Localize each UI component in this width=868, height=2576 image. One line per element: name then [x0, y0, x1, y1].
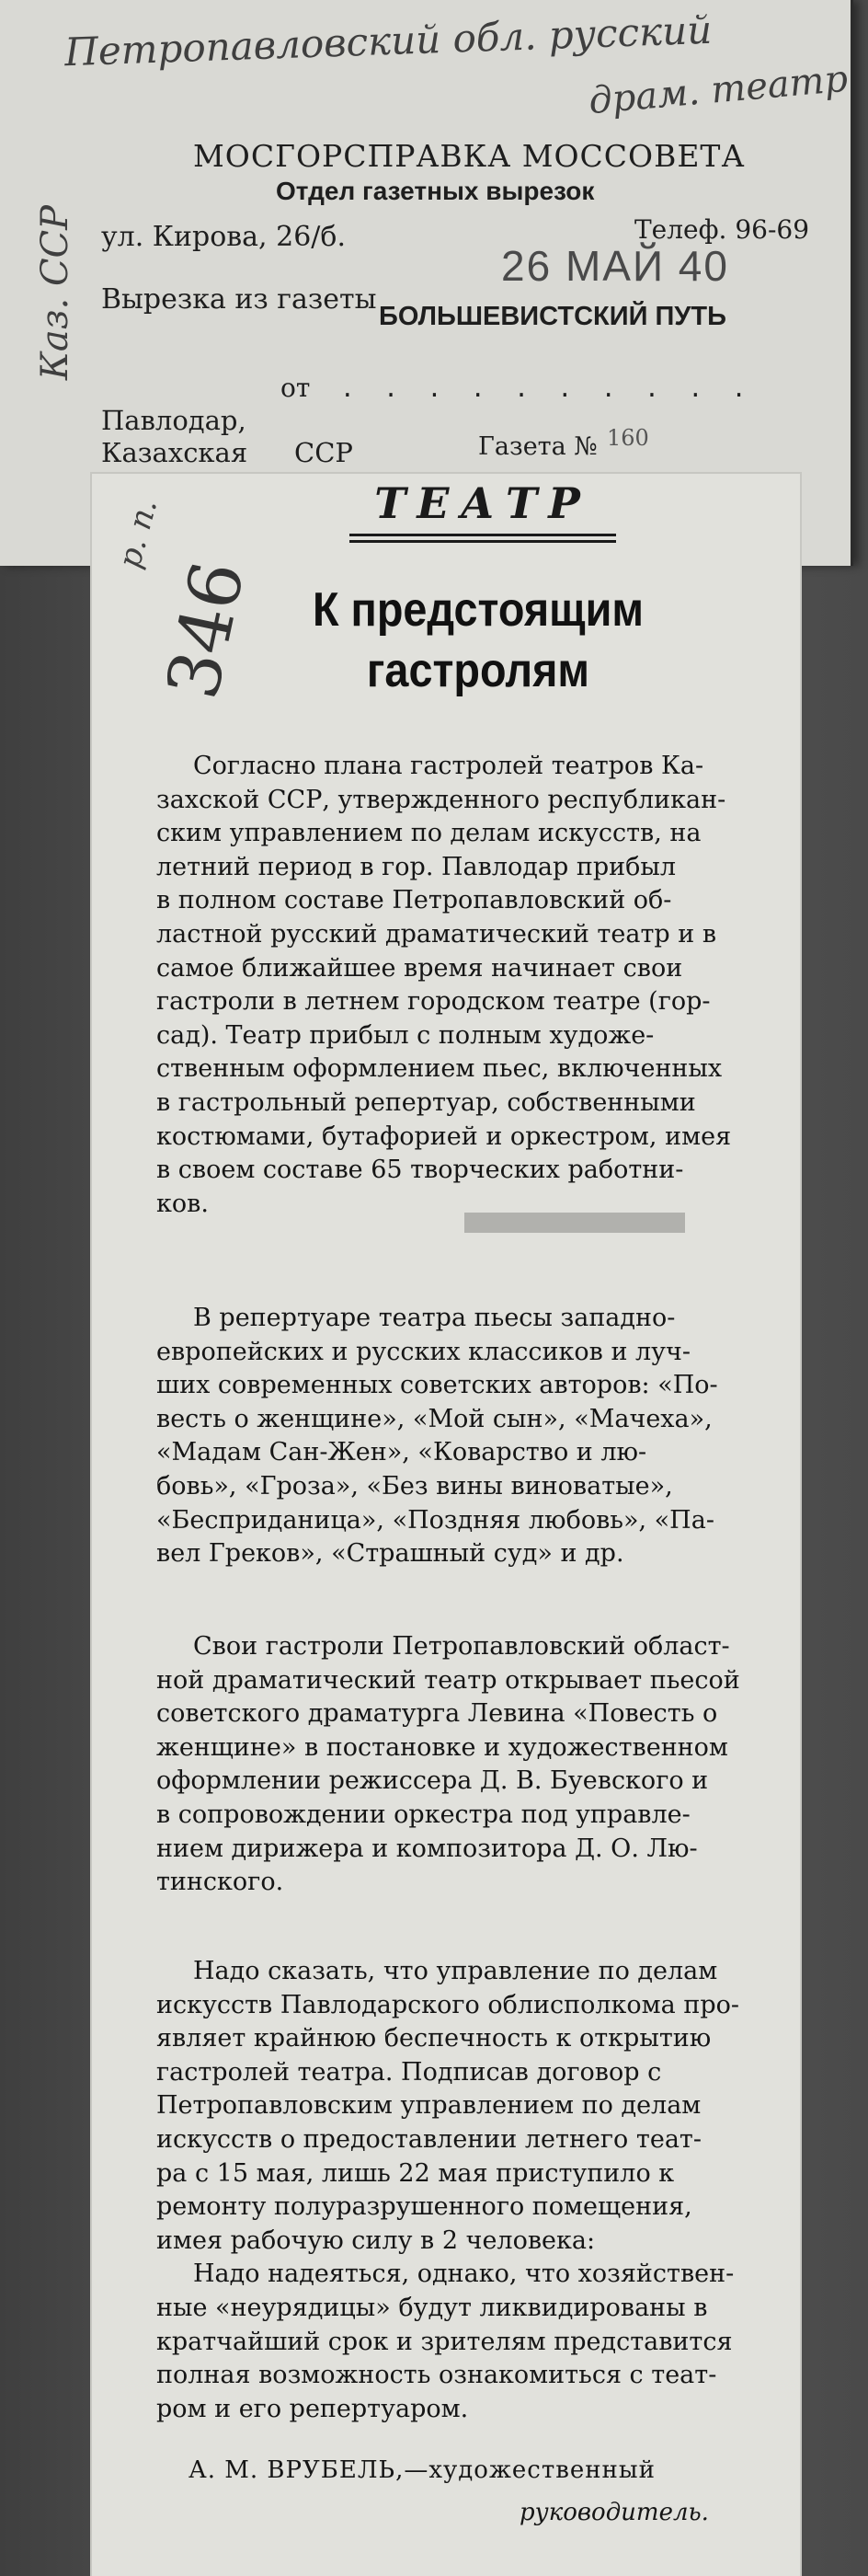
paragraph-1	[156, 750, 800, 1221]
text-line: имея рабочую силу в 2 человека:	[156, 2225, 596, 2255]
stamp-dept: Отдел газетных вырезок	[276, 177, 595, 205]
stamp-gazette-label: Газета №	[478, 432, 598, 461]
text-line: ластной русский драматический театр и в	[156, 919, 717, 949]
headline-line-2: гастролям	[366, 644, 590, 697]
stamp-newspaper: БОЛЬШЕВИСТСКИЙ ПУТЬ	[379, 302, 726, 331]
text-line: ским управлением по делам искусств, на	[156, 819, 702, 848]
text-line: «Бесприданица», «Поздняя любовь», «Па-	[156, 1505, 714, 1535]
text-line: В репертуаре театра пьесы западно-	[193, 1304, 676, 1332]
text-line: ные «неурядицы» будут ликвидированы в	[156, 2293, 708, 2322]
stamp-gazette-number: 160	[607, 425, 649, 451]
text-line: в полном составе Петропавловский об-	[156, 886, 672, 915]
text-line: вел Греков», «Страшный суд» и др.	[156, 1539, 624, 1569]
text-line: являет крайнюю беспечность к открытию	[156, 2024, 712, 2053]
text-line: «Мадам Сан-Жен», «Коварство и лю-	[156, 1438, 647, 1467]
stamp-from-label: от	[280, 373, 311, 403]
text-line: Согласно плана гастролей театров Ка-	[193, 752, 704, 780]
text-line: женщине» в постановке и художественном	[156, 1732, 728, 1762]
headline	[267, 580, 690, 701]
text-line: ремонту полуразрушенного помещения,	[156, 2192, 692, 2222]
text-line: советского драматурга Левина «Повесть о	[156, 1699, 718, 1729]
text-line: ром и его репертуаром.	[156, 2394, 469, 2423]
print-smudge	[464, 1213, 685, 1233]
stamp-clip-from-label: Вырезка из газеты	[101, 283, 377, 316]
stamp-address: ул. Кирова, 26/б.	[101, 221, 346, 253]
rubric-underline	[349, 534, 616, 536]
text-line: весть о женщине», «Мой сын», «Мачеха»,	[156, 1404, 713, 1433]
signature-line-2: руководитель.	[520, 2499, 709, 2526]
text-line: Свои гастроли Петропавловский област-	[193, 1632, 730, 1661]
text-line: ной драматический театр открывает пьесой	[156, 1665, 740, 1695]
clip-handwritten-number: 346	[151, 554, 261, 707]
text-line: оформлении режиссера Д. В. Буевского и	[156, 1766, 709, 1796]
stamp-region: Казахская	[101, 437, 248, 468]
clip-handwritten-note: р. п.	[110, 495, 166, 572]
text-line: в гастрольный репертуар, собственными	[156, 1087, 696, 1117]
paragraph-2	[156, 1302, 800, 1571]
text-line: полная возможность ознакомиться с теат-	[156, 2361, 717, 2390]
text-line: Надо надеяться, однако, что хозяйствен-	[193, 2260, 735, 2289]
paragraph-4	[156, 1955, 800, 2426]
stamp-dots: . . . . . . . . . .	[340, 375, 754, 403]
rubric-theatre	[349, 478, 616, 543]
stamp-date: 26 МАЙ 40	[501, 242, 729, 290]
text-line: бовь», «Гроза», «Без вины виноватые»,	[156, 1471, 673, 1501]
text-line: искусств Павлодарского облисполкома про-	[156, 1990, 739, 2019]
text-line: ственным оформлением пьес, включенных	[156, 1054, 723, 1084]
text-line: Петропавловским управлением по делам	[156, 2091, 702, 2121]
text-line: сад). Театр прибыл с полным художе-	[156, 1020, 655, 1050]
text-line: самое ближайшее время начинает свои	[156, 953, 683, 983]
text-line: захской ССР, утвержденного республикан-	[156, 785, 726, 814]
rubric-underline-2	[349, 540, 616, 543]
text-line: искусств о предоставлении летнего теат-	[156, 2124, 702, 2154]
text-line: ков.	[156, 1189, 209, 1218]
stamp-ssr: ССР	[294, 437, 353, 468]
text-line: в сопровождении оркестра под управле-	[156, 1800, 691, 1829]
rubric-text: ТЕАТР	[374, 478, 591, 528]
text-line: гастроли в летнем городском театре (гор-	[156, 987, 711, 1017]
stamp-org: МОСГОРСПРАВКА МОССОВЕТА	[193, 138, 746, 174]
paragraph-3	[156, 1630, 800, 1900]
signature-line-1: А. М. ВРУБЕЛЬ,—художественный	[188, 2456, 656, 2484]
handwritten-side-note: Каз. ССР	[34, 204, 77, 381]
text-line: тинского.	[156, 1868, 284, 1897]
handwritten-note-top: Петропавловский обл. русский	[63, 6, 714, 75]
handwritten-note-top-2: драм. театр	[587, 57, 850, 123]
text-line: кратчайший срок и зрителям представится	[156, 2327, 733, 2356]
stamp-city: Павлодар,	[101, 405, 246, 436]
text-line: нием дирижера и композитора Д. О. Лю-	[156, 1834, 698, 1863]
headline-line-1: К предстоящим	[312, 583, 645, 637]
text-line: европейских и русских классиков и луч-	[156, 1337, 691, 1366]
text-line: костюмами, бутафорией и оркестром, имея	[156, 1121, 732, 1151]
text-line: в своем составе 65 творческих работни-	[156, 1156, 684, 1185]
stamp-phone: Телеф. 96-69	[634, 214, 810, 245]
text-line: гастролей театра. Подписав договор с	[156, 2057, 662, 2087]
text-line: ших современных советских авторов: «По-	[156, 1371, 718, 1400]
text-line: ра с 15 мая, лишь 22 мая приступило к	[156, 2158, 675, 2188]
text-line: летний период в гор. Павлодар прибыл	[156, 852, 676, 881]
text-line: Надо сказать, что управление по делам	[193, 1957, 718, 1985]
